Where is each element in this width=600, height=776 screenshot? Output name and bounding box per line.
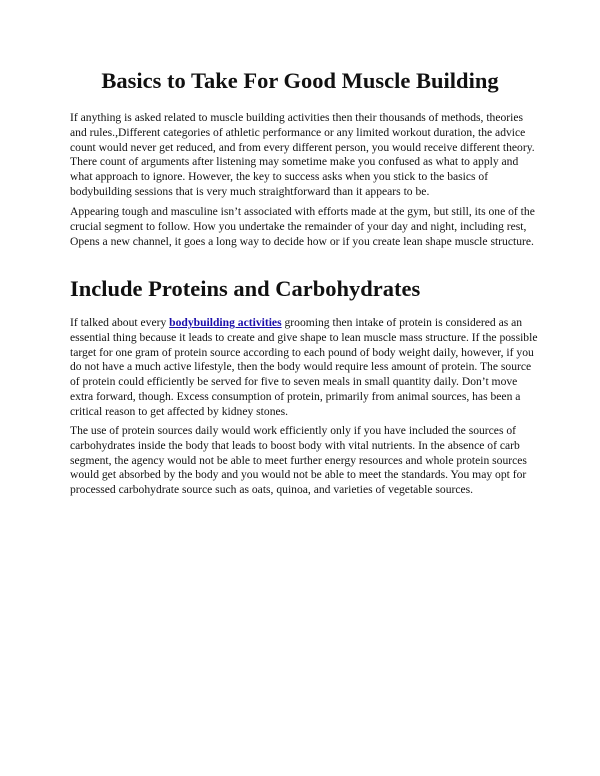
section-heading: Include Proteins and Carbohydrates [70, 276, 421, 301]
page-title: Basics to Take For Good Muscle Building [101, 68, 499, 93]
protein-paragraph [70, 316, 540, 420]
intro-paragraph-2: Appearing tough and masculine isn’t associated with efforts made at the gym, but still, its one of the crucial segment to follow. How you undertake the remainder of your day and night, including rest, Opens a new channel, it goes a long way to decide how or if you create lean shape muscle structure. [70, 205, 535, 248]
protein-paragraph-rest: grooming then intake of protein is considered as an essential thing because it leads to create and give shape to lean muscle mass structure. If the possible target for one gram of protein source according to each pound of body weight daily, however, if you do not have a much active lifestyle, then the body would require less amount of protein. The source of protein could efficiently be served for five to seven meals in small quantity daily. Don’t move extra forward, though. Excess consumption of protein, primarily from animal sources, has been a critical reason to get affected by kidney stones. [70, 316, 538, 418]
carbohydrate-paragraph: The use of protein sources daily would work efficiently only if you have included the sources of carbohydrates inside the body that leads to boost body with vital nutrients. In the absence of carb segment, the agency would not be able to meet further energy resources and whole protein sources would get absorbed by the body and you would not be able to meet the standards. You may opt for processed carbohydrate source such as oats, quinoa, and varieties of vegetable sources. [70, 424, 527, 497]
bodybuilding-activities-link[interactable]: bodybuilding activities [169, 316, 282, 329]
intro-paragraph-1: If anything is asked related to muscle building activities then their thousands of methods, theories and rules.,Different categories of athletic performance or any limited workout duration, the advice count would never get reduced, and from every different person, you would receive different theory. There count of arguments after listening may sometime make you confused as what to apply and what approach to ignore. However, the key to success asks when you stick to the basics of bodybuilding sessions that is very much straightforward than it appears to be. [70, 111, 535, 198]
protein-paragraph-start: If talked about every [70, 316, 170, 329]
